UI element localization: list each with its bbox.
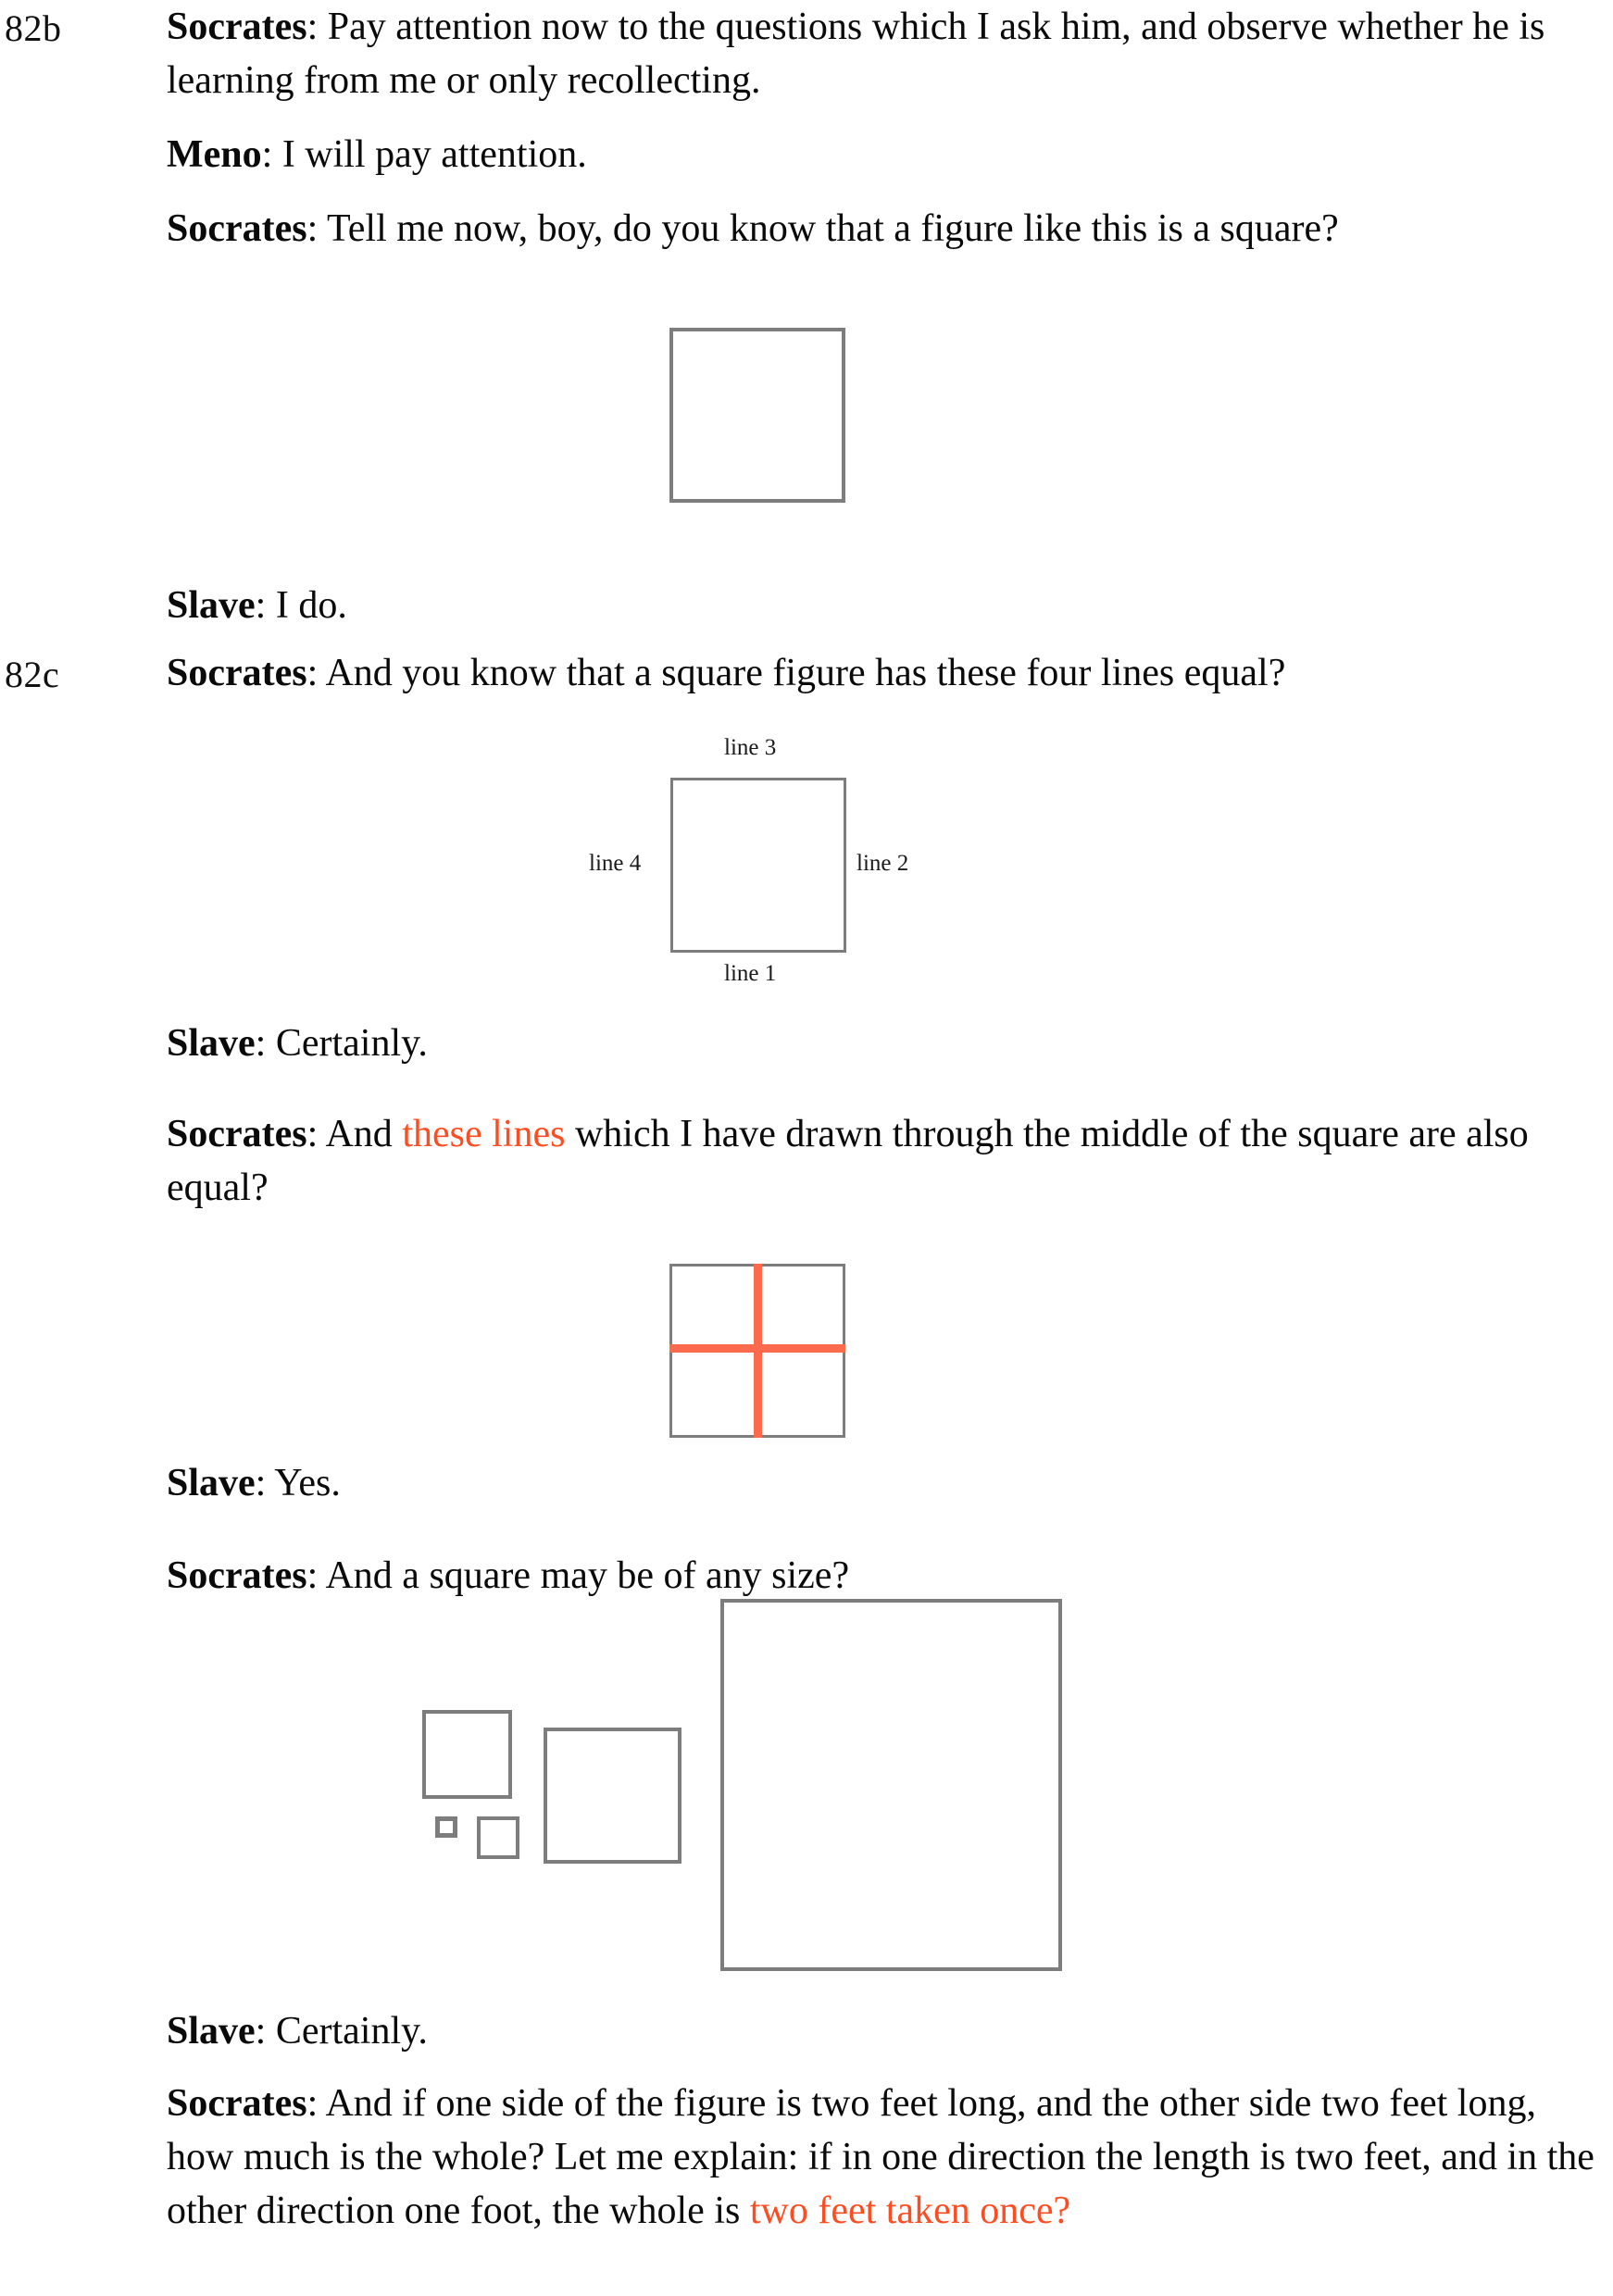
dialogue-paragraph-slave-1 bbox=[167, 579, 1604, 632]
dialogue-paragraph-socrates-6 bbox=[167, 2077, 1604, 2238]
speaker-name: Socrates bbox=[167, 207, 307, 250]
speech-text-after: ? bbox=[1053, 2190, 1071, 2232]
speech-text: : Certainly. bbox=[255, 1022, 428, 1065]
dialogue-paragraph-slave-2 bbox=[167, 1017, 1604, 1070]
square-outline-large bbox=[720, 1599, 1062, 1971]
speaker-name: Slave bbox=[167, 2010, 256, 2053]
dialogue-paragraph-socrates-4 bbox=[167, 1107, 1604, 1215]
speaker-name: Socrates bbox=[167, 1113, 307, 1155]
dialogue-paragraph-socrates-3 bbox=[167, 646, 1604, 700]
dialogue-paragraph-slave-3 bbox=[167, 1456, 1604, 1510]
speaker-name: Socrates bbox=[167, 6, 307, 48]
speech-text-before: : And bbox=[306, 1113, 403, 1155]
speech-text-before: : And if one side of the figure is two feet long, and the other side two feet long, how much is the whole? Let me explain: if in one direction the length is two feet, and in the other direction one foot, the whole is bbox=[167, 2082, 1594, 2232]
square-outline-medium-small bbox=[422, 1710, 512, 1799]
square-outline-medium bbox=[544, 1728, 681, 1864]
speaker-name: Slave bbox=[167, 1022, 256, 1065]
line-2-label: line 2 bbox=[857, 851, 909, 876]
square-outline-small bbox=[477, 1816, 519, 1859]
speech-text: : And a square may be of any size? bbox=[306, 1554, 850, 1597]
speech-text: : I do. bbox=[255, 584, 347, 627]
speech-text-after: which I have drawn through the middle of the square are also equal? bbox=[167, 1113, 1529, 1209]
speech-text: : Tell me now, boy, do you know that a figure like this is a square? bbox=[306, 207, 1339, 250]
line-4-label: line 4 bbox=[589, 851, 642, 876]
speech-text: : And you know that a square figure has these four lines equal? bbox=[306, 652, 1286, 694]
speaker-name: Socrates bbox=[167, 652, 307, 694]
square-outline bbox=[670, 778, 846, 953]
dialogue-paragraph-meno-1 bbox=[167, 128, 1604, 181]
speaker-name: Socrates bbox=[167, 2082, 307, 2125]
line-3-label: line 3 bbox=[724, 735, 777, 760]
speech-text: : Certainly. bbox=[255, 2010, 428, 2053]
speech-text: : Yes. bbox=[255, 1462, 341, 1504]
speech-text: : Pay attention now to the questions which I ask him, and observe whether he is learning from me or only recollecting. bbox=[167, 6, 1545, 102]
margin-reference-82b: 82b bbox=[5, 7, 62, 49]
speaker-name: Slave bbox=[167, 584, 256, 627]
dialogue-paragraph-socrates-1 bbox=[167, 0, 1604, 107]
margin-reference-82c: 82c bbox=[5, 654, 60, 695]
dialogue-paragraph-slave-4 bbox=[167, 2004, 1604, 2058]
highlighted-phrase: these lines bbox=[402, 1113, 566, 1155]
dialogue-paragraph-socrates-2 bbox=[167, 202, 1604, 256]
highlighted-phrase: two feet taken once bbox=[749, 2190, 1054, 2232]
speech-text: : I will pay attention. bbox=[261, 133, 587, 176]
speaker-name: Slave bbox=[167, 1462, 256, 1504]
dialogue-paragraph-socrates-5 bbox=[167, 1549, 1604, 1603]
square-outline bbox=[669, 328, 845, 503]
speaker-name: Socrates bbox=[167, 1554, 307, 1597]
vertical-midline bbox=[754, 1264, 762, 1438]
line-1-label: line 1 bbox=[724, 961, 777, 986]
square-outline-xsmall bbox=[435, 1816, 457, 1838]
speaker-name: Meno bbox=[167, 133, 262, 176]
